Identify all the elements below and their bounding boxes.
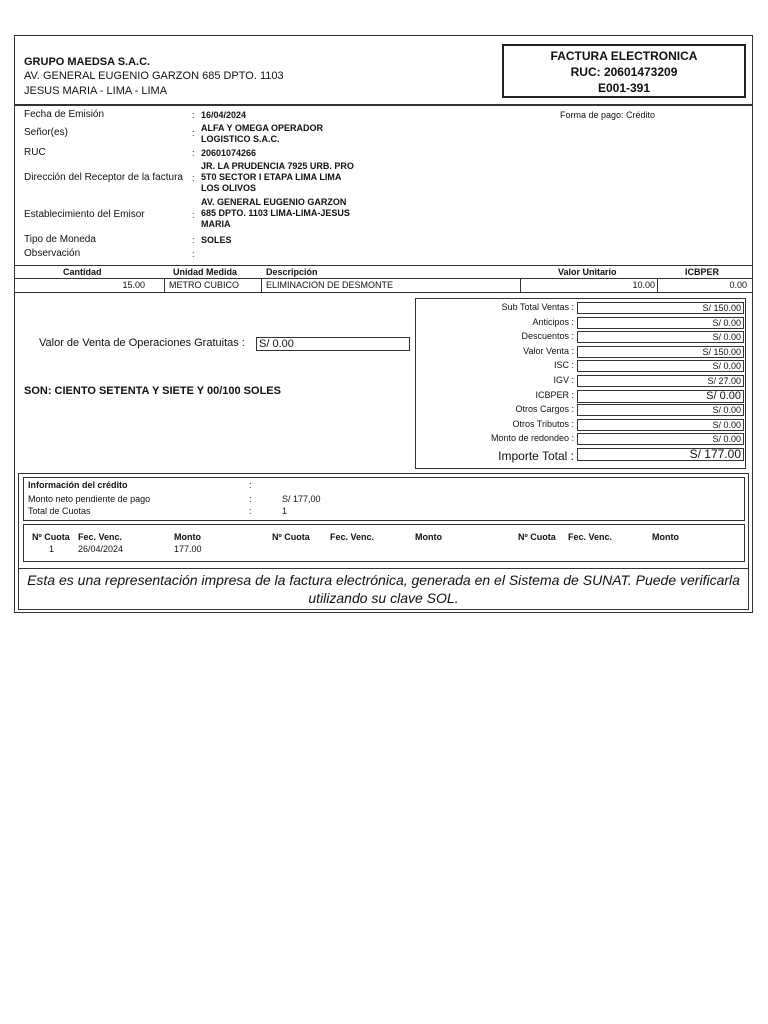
row-unidad: METRO CUBICO — [169, 280, 240, 290]
colon: : — [249, 480, 252, 490]
cuota-header-n: Nº Cuota — [32, 532, 70, 542]
row-cantidad: 15.00 — [122, 280, 145, 290]
issuer-address-line2: JESUS MARIA - LIMA - LIMA — [24, 85, 168, 97]
cuota-fecha: 26/04/2024 — [78, 544, 124, 554]
colon: : — [192, 249, 195, 259]
col-descripcion: Descripción — [266, 267, 318, 277]
total-label: Otros Cargos : — [515, 404, 574, 415]
establecimiento-label: Establecimiento del Emisor — [24, 209, 145, 220]
establecimiento-value: AV. GENERAL EUGENIO GARZON 685 DPTO. 1103 LIMA-LIMA-JESUS MARIA — [201, 197, 350, 229]
total-value: S/ 0.00 — [577, 419, 744, 431]
row-icbper: 0.00 — [729, 280, 747, 290]
cuota-header-monto: Monto — [415, 532, 442, 542]
colon: : — [192, 210, 195, 220]
col-valor-unitario: Valor Unitario — [558, 267, 617, 277]
direccion-value: JR. LA PRUDENCIA 7925 URB. PRO 5T0 SECTOR I ETAPA LIMA LIMA LOS OLIVOS — [201, 161, 354, 193]
senor-label: Señor(es) — [24, 127, 68, 138]
colon: : — [192, 110, 195, 120]
total-label: Anticipos : — [532, 316, 574, 327]
document-ruc: RUC: 20601473209 — [570, 65, 678, 79]
total-label: Descuentos : — [521, 331, 574, 342]
colon: : — [249, 494, 252, 504]
col-icbper: ICBPER — [685, 267, 720, 277]
total-label: Otros Tributos : — [512, 418, 574, 429]
footer-box — [18, 568, 749, 610]
total-label: Sub Total Ventas : — [501, 302, 574, 312]
footer-disclaimer: Esta es una representación impresa de la factura electrónica, generada en el Sistema de SUNAT. Puede verificarla utilizando su clave SOL. — [27, 572, 740, 606]
cuotas-value: 1 — [282, 506, 288, 516]
total-value: S/ 0.00 — [577, 317, 744, 329]
son-amount-words: SON: CIENTO SETENTA Y SIETE Y 00/100 SOLES — [24, 385, 281, 397]
senor-value: ALFA Y OMEGA OPERADOR LOGISTICO S.A.C. — [201, 123, 324, 144]
pendiente-label: Monto neto pendiente de pago — [28, 494, 151, 504]
total-label: Monto de redondeo : — [490, 433, 574, 444]
cuotas-table — [23, 524, 745, 562]
cuota-header-monto: Monto — [174, 532, 201, 542]
row-descripcion: ELIMINACION DE DESMONTE — [266, 280, 394, 290]
totals-box — [415, 298, 746, 469]
gratuitas-value: S/ 0.00 — [256, 337, 410, 351]
colon: : — [192, 173, 195, 183]
row-separator — [164, 278, 165, 292]
cuota-header-fecha: Fec. Venc. — [568, 532, 613, 542]
cuota-header-n: Nº Cuota — [518, 532, 556, 542]
cuotas-label: Total de Cuotas — [28, 506, 91, 516]
row-separator — [657, 278, 658, 292]
fecha-value: 16/04/2024 — [201, 110, 247, 120]
colon: : — [192, 148, 195, 158]
issuer-address-line1: AV. GENERAL EUGENIO GARZON 685 DPTO. 1103 — [24, 70, 284, 82]
col-unidad: Unidad Medida — [173, 267, 238, 277]
cuota-monto: 177.00 — [174, 544, 202, 554]
moneda-label: Tipo de Moneda — [24, 234, 96, 245]
credit-title: Información del crédito — [28, 480, 128, 490]
colon: : — [192, 128, 195, 138]
total-value: S/ 0.00 — [577, 331, 744, 343]
total-value: S/ 27.00 — [577, 375, 744, 387]
colon: : — [249, 506, 252, 516]
document-id-box — [502, 44, 746, 98]
items-top-line — [15, 265, 752, 266]
total-value: S/ 0.00 — [577, 390, 744, 403]
total-label: ISC : — [553, 360, 574, 371]
row-separator — [520, 278, 521, 292]
document-type: FACTURA ELECTRONICA — [550, 49, 698, 63]
row-separator — [261, 278, 262, 292]
colon: : — [192, 235, 195, 245]
items-bottom-line — [15, 292, 752, 293]
cuota-header-n: Nº Cuota — [272, 532, 310, 542]
total-value: S/ 150.00 — [577, 302, 744, 314]
ruc-label: RUC — [24, 147, 46, 158]
cuota-header-fecha: Fec. Venc. — [78, 532, 123, 542]
credit-info-box — [23, 477, 745, 521]
cuota-n: 1 — [49, 544, 55, 554]
moneda-value: SOLES — [201, 235, 232, 245]
ruc-value: 20601074266 — [201, 148, 257, 158]
issuer-name: GRUPO MAEDSA S.A.C. — [24, 56, 151, 68]
total-label: ICBPER : — [535, 389, 574, 400]
total-value: S/ 177.00 — [577, 448, 744, 461]
cuota-header-fecha: Fec. Venc. — [330, 532, 375, 542]
gratuitas-label: Valor de Venta de Operaciones Gratuitas : — [39, 337, 245, 349]
total-value: S/ 0.00 — [577, 360, 744, 372]
total-value: S/ 0.00 — [577, 404, 744, 416]
fecha-label: Fecha de Emisión — [24, 109, 105, 120]
document-number: E001-391 — [597, 81, 651, 95]
row-valor-unitario: 10.00 — [632, 280, 655, 290]
total-label: Valor Venta : — [523, 345, 574, 356]
pendiente-value: S/ 177,00 — [282, 494, 321, 504]
observacion-label: Observación — [24, 248, 81, 259]
header-divider — [15, 104, 752, 106]
direccion-label: Dirección del Receptor de la factura — [24, 172, 183, 183]
total-label: Importe Total : — [498, 449, 574, 463]
total-label: IGV : — [553, 375, 574, 385]
total-value: S/ 150.00 — [577, 346, 744, 358]
invoice-page — [14, 35, 753, 613]
cuota-header-monto: Monto — [652, 532, 679, 542]
col-cantidad: Cantidad — [63, 267, 102, 277]
items-header-line — [15, 278, 752, 279]
total-value: S/ 0.00 — [577, 433, 744, 445]
forma-pago: Forma de pago: Crédito — [560, 110, 656, 120]
